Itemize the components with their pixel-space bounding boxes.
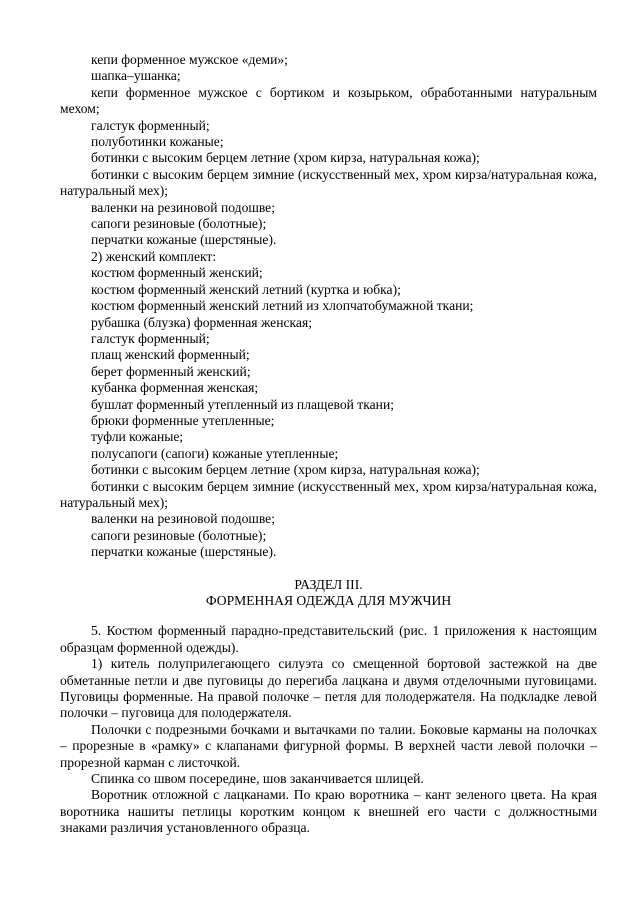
list-item: галстук форменный; <box>91 330 210 346</box>
paragraph-spinka: Спинка со швом посередине, шов заканчивается шлицей. <box>91 771 424 787</box>
list-item: сапоги резиновые (болотные); <box>91 527 267 543</box>
list-item: сапоги резиновые (болотные); <box>91 216 267 232</box>
list-item: рубашка (блузка) форменная женская; <box>91 314 312 330</box>
list-item: ботинки с высоким берцем зимние (искусственный мех, хром кирза/натуральная кожа, натуральный мех); <box>60 478 597 510</box>
list-item: костюм форменный женский; <box>91 265 263 281</box>
list-item: кепи форменное мужское с бортиком и козырьком, обработанными натуральным мехом; <box>60 84 597 117</box>
paragraph-kitel: 1) китель полуприлегающего силуэта со смещенной бортовой застежкой на две обметанные петли и две пуговицы до перегиба лацкана и двумя отделочными пуговицами. Пуговицы форменные. На правой полочке – петля для πолодержателя. На подкладке левой полочки – пуговица для полодержателя. <box>60 656 597 721</box>
list-item: галстук форменный; <box>91 117 210 133</box>
list-item: кубанка форменная женская; <box>91 380 259 396</box>
list-item: валенки на резиновой подошве; <box>91 199 275 215</box>
paragraph-polochki: Полочки с подрезными бочками и вытачками по талии. Боковые карманы на полочках – прорезные в «рамку» с клапанами фигурной формы. В верхней части левой полочки – прорезной карман с листочкой. <box>60 721 597 770</box>
paragraph-vorotnik: Воротник отложной с лацканами. По краю воротника – кант зеленого цвета. На края воротника нашиты петлицы коротким концом к внешней его части с должностными знаками различия установленного образца. <box>60 787 597 836</box>
list-item: кепи форменное мужское «деми»; <box>91 52 288 67</box>
list-item: брюки форменные утепленные; <box>91 412 275 428</box>
list-item: бушлат форменный утепленный из плащевой ткани; <box>91 396 395 412</box>
spacer <box>60 561 597 577</box>
list-item: перчатки кожаные (шерстяные). <box>91 544 277 560</box>
section-number: РАЗДЕЛ III. <box>294 576 363 592</box>
list-item: костюм форменный женский летний из хлопчатобумажной ткани; <box>91 298 474 314</box>
document-page <box>60 52 597 837</box>
list-item: полусапоги (сапоги) кожаные утепленные; <box>91 445 339 461</box>
list-item: шапка–ушанка; <box>91 68 181 84</box>
list-item: берет форменный женский; <box>91 363 251 379</box>
spacer <box>60 609 597 623</box>
list-item: перчатки кожаные (шерстяные). <box>91 232 277 248</box>
list-item: ботинки с высоким берцем зимние (искусственный мех, хром кирза/натуральная кожа, натуральный мех); <box>60 166 597 199</box>
list-item: плащ женский форменный; <box>91 347 250 363</box>
paragraph-item-5: 5. Костюм форменный парадно-представительский (рис. 1 приложения к настоящим образцам форменной одежды). <box>60 623 597 655</box>
list-item: ботинки с высоким берцем летние (хром кирза, натуральная кожа); <box>91 462 480 478</box>
section-title: ФОРМЕННАЯ ОДЕЖДА ДЛЯ МУЖЧИН <box>205 593 452 608</box>
list-item: ботинки с высоким берцем летние (хром кирза, натуральная кожа); <box>91 150 480 166</box>
list-item: туфли кожаные; <box>91 429 184 445</box>
women-set-title: 2) женский комплект: <box>91 248 217 264</box>
list-item: полуботинки кожаные; <box>91 134 224 150</box>
list-item: валенки на резиновой подошве; <box>91 511 275 527</box>
list-item: костюм форменный женский летний (куртка и юбка); <box>91 281 401 297</box>
